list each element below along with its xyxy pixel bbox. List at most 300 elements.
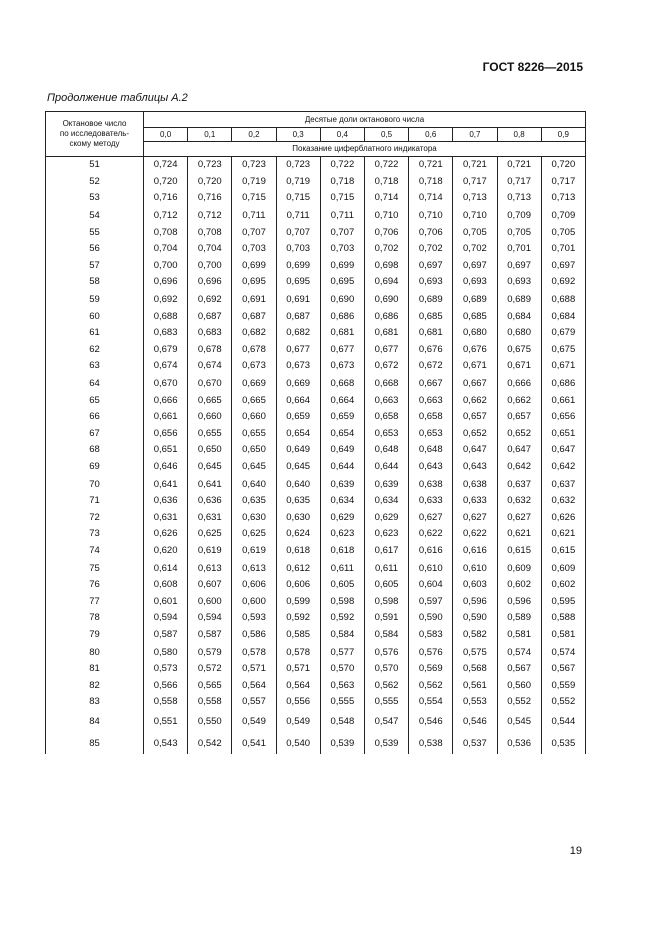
dial-reading-cell: 0,607 bbox=[188, 577, 232, 594]
dial-reading-cell: 0,600 bbox=[232, 593, 276, 610]
dial-reading-cell: 0,695 bbox=[276, 274, 320, 291]
dial-reading-cell: 0,665 bbox=[188, 392, 232, 409]
dial-reading-cell: 0,595 bbox=[541, 593, 585, 610]
dial-reading-cell: 0,549 bbox=[276, 711, 320, 734]
octane-number-cell: 51 bbox=[46, 157, 144, 174]
dial-reading-cell: 0,687 bbox=[276, 308, 320, 325]
dial-reading-cell: 0,585 bbox=[276, 627, 320, 645]
dial-reading-cell: 0,645 bbox=[276, 459, 320, 477]
dial-reading-cell: 0,655 bbox=[188, 426, 232, 443]
dial-reading-cell: 0,567 bbox=[497, 661, 541, 678]
dial-reading-cell: 0,645 bbox=[188, 459, 232, 477]
dial-reading-cell: 0,578 bbox=[276, 644, 320, 661]
dial-reading-cell: 0,608 bbox=[144, 577, 188, 594]
dial-reading-cell: 0,651 bbox=[144, 442, 188, 459]
dial-reading-cell: 0,719 bbox=[232, 174, 276, 191]
table-row bbox=[46, 593, 586, 610]
dial-reading-cell: 0,667 bbox=[453, 375, 497, 393]
dial-reading-cell: 0,666 bbox=[497, 375, 541, 393]
dial-reading-cell: 0,711 bbox=[276, 207, 320, 225]
dial-reading-cell: 0,619 bbox=[188, 543, 232, 561]
dial-reading-cell: 0,593 bbox=[232, 610, 276, 627]
dial-reading-cell: 0,636 bbox=[144, 493, 188, 510]
dial-reading-cell: 0,594 bbox=[144, 610, 188, 627]
dial-reading-cell: 0,624 bbox=[276, 526, 320, 543]
dial-reading-cell: 0,569 bbox=[409, 661, 453, 678]
dial-reading-cell: 0,611 bbox=[364, 560, 408, 577]
dial-reading-cell: 0,677 bbox=[364, 342, 408, 359]
dial-reading-cell: 0,576 bbox=[409, 644, 453, 661]
dial-reading-cell: 0,588 bbox=[541, 610, 585, 627]
dial-reading-cell: 0,640 bbox=[232, 476, 276, 493]
col-header: 0,8 bbox=[497, 128, 541, 142]
dial-reading-cell: 0,627 bbox=[453, 509, 497, 526]
dial-reading-cell: 0,694 bbox=[364, 274, 408, 291]
dial-reading-cell: 0,649 bbox=[276, 442, 320, 459]
dial-reading-cell: 0,658 bbox=[364, 409, 408, 426]
dial-reading-cell: 0,722 bbox=[320, 157, 364, 174]
dial-reading-cell: 0,626 bbox=[541, 509, 585, 526]
dial-reading-cell: 0,664 bbox=[276, 392, 320, 409]
dial-reading-cell: 0,713 bbox=[453, 190, 497, 207]
dial-reading-cell: 0,638 bbox=[453, 476, 497, 493]
octane-number-cell: 68 bbox=[46, 442, 144, 459]
dial-reading-cell: 0,570 bbox=[364, 661, 408, 678]
dial-reading-cell: 0,625 bbox=[232, 526, 276, 543]
dial-reading-cell: 0,535 bbox=[541, 734, 585, 754]
table-row bbox=[46, 392, 586, 409]
dial-reading-cell: 0,559 bbox=[541, 677, 585, 694]
dial-reading-cell: 0,697 bbox=[409, 258, 453, 275]
octane-number-cell: 78 bbox=[46, 610, 144, 627]
dial-reading-cell: 0,659 bbox=[276, 409, 320, 426]
dial-reading-cell: 0,575 bbox=[453, 644, 497, 661]
dial-reading-cell: 0,668 bbox=[320, 375, 364, 393]
dial-reading-cell: 0,718 bbox=[320, 174, 364, 191]
octane-number-cell: 75 bbox=[46, 560, 144, 577]
dial-reading-cell: 0,564 bbox=[276, 677, 320, 694]
dial-reading-cell: 0,545 bbox=[497, 711, 541, 734]
dial-reading-cell: 0,625 bbox=[188, 526, 232, 543]
table-row bbox=[46, 526, 586, 543]
dial-reading-cell: 0,663 bbox=[409, 392, 453, 409]
octane-number-cell: 67 bbox=[46, 426, 144, 443]
dial-reading-cell: 0,609 bbox=[541, 560, 585, 577]
dial-reading-cell: 0,703 bbox=[232, 241, 276, 258]
octane-number-cell: 79 bbox=[46, 627, 144, 645]
dial-reading-cell: 0,635 bbox=[232, 493, 276, 510]
octane-number-cell: 55 bbox=[46, 224, 144, 241]
table-row bbox=[46, 509, 586, 526]
dial-reading-cell: 0,672 bbox=[364, 358, 408, 375]
dial-reading-cell: 0,662 bbox=[453, 392, 497, 409]
dial-reading-cell: 0,631 bbox=[188, 509, 232, 526]
table-row bbox=[46, 677, 586, 694]
dial-reading-cell: 0,722 bbox=[364, 157, 408, 174]
dial-reading-cell: 0,598 bbox=[364, 593, 408, 610]
dial-reading-cell: 0,710 bbox=[364, 207, 408, 225]
dial-reading-cell: 0,546 bbox=[453, 711, 497, 734]
dial-reading-cell: 0,707 bbox=[232, 224, 276, 241]
col-header: 0,4 bbox=[320, 128, 364, 142]
table-row bbox=[46, 274, 586, 291]
dial-reading-cell: 0,623 bbox=[364, 526, 408, 543]
dial-reading-cell: 0,630 bbox=[232, 509, 276, 526]
dial-reading-cell: 0,712 bbox=[188, 207, 232, 225]
dial-reading-cell: 0,584 bbox=[364, 627, 408, 645]
dial-reading-cell: 0,541 bbox=[232, 734, 276, 754]
dial-reading-cell: 0,697 bbox=[453, 258, 497, 275]
dial-reading-cell: 0,693 bbox=[409, 274, 453, 291]
dial-reading-cell: 0,609 bbox=[497, 560, 541, 577]
dial-reading-cell: 0,613 bbox=[188, 560, 232, 577]
dial-reading-cell: 0,688 bbox=[144, 308, 188, 325]
dial-reading-cell: 0,641 bbox=[144, 476, 188, 493]
dial-reading-cell: 0,673 bbox=[232, 358, 276, 375]
dial-reading-cell: 0,660 bbox=[188, 409, 232, 426]
dial-reading-cell: 0,716 bbox=[144, 190, 188, 207]
table-row bbox=[46, 442, 586, 459]
dial-reading-cell: 0,695 bbox=[320, 274, 364, 291]
dial-reading-cell: 0,723 bbox=[232, 157, 276, 174]
octane-number-cell: 53 bbox=[46, 190, 144, 207]
dial-reading-cell: 0,698 bbox=[364, 258, 408, 275]
table-row bbox=[46, 694, 586, 711]
dial-reading-cell: 0,591 bbox=[364, 610, 408, 627]
dial-reading-cell: 0,718 bbox=[409, 174, 453, 191]
dial-reading-cell: 0,724 bbox=[144, 157, 188, 174]
dial-reading-cell: 0,720 bbox=[541, 157, 585, 174]
dial-reading-cell: 0,684 bbox=[541, 308, 585, 325]
dial-reading-cell: 0,682 bbox=[276, 325, 320, 342]
table-row bbox=[46, 543, 586, 561]
dial-reading-cell: 0,674 bbox=[144, 358, 188, 375]
dial-reading-cell: 0,705 bbox=[497, 224, 541, 241]
octane-number-cell: 54 bbox=[46, 207, 144, 225]
dial-reading-cell: 0,708 bbox=[188, 224, 232, 241]
dial-reading-cell: 0,689 bbox=[497, 291, 541, 309]
dial-reading-cell: 0,671 bbox=[497, 358, 541, 375]
octane-number-cell: 81 bbox=[46, 661, 144, 678]
dial-reading-cell: 0,610 bbox=[409, 560, 453, 577]
dial-reading-cell: 0,705 bbox=[453, 224, 497, 241]
dial-reading-cell: 0,546 bbox=[409, 711, 453, 734]
octane-number-cell: 66 bbox=[46, 409, 144, 426]
dial-reading-cell: 0,656 bbox=[541, 409, 585, 426]
dial-reading-cell: 0,590 bbox=[409, 610, 453, 627]
dial-reading-cell: 0,633 bbox=[409, 493, 453, 510]
octane-number-cell: 82 bbox=[46, 677, 144, 694]
dial-reading-cell: 0,589 bbox=[497, 610, 541, 627]
dial-reading-cell: 0,552 bbox=[497, 694, 541, 711]
dial-reading-cell: 0,653 bbox=[364, 426, 408, 443]
dial-reading-cell: 0,674 bbox=[188, 358, 232, 375]
dial-reading-cell: 0,618 bbox=[320, 543, 364, 561]
octane-number-cell: 65 bbox=[46, 392, 144, 409]
dial-reading-cell: 0,665 bbox=[232, 392, 276, 409]
dial-reading-cell: 0,635 bbox=[276, 493, 320, 510]
dial-reading-cell: 0,550 bbox=[188, 711, 232, 734]
dial-reading-cell: 0,710 bbox=[453, 207, 497, 225]
dial-reading-cell: 0,689 bbox=[409, 291, 453, 309]
dial-reading-cell: 0,693 bbox=[497, 274, 541, 291]
dial-reading-cell: 0,618 bbox=[276, 543, 320, 561]
dial-reading-cell: 0,673 bbox=[320, 358, 364, 375]
octane-number-cell: 76 bbox=[46, 577, 144, 594]
dial-reading-cell: 0,669 bbox=[232, 375, 276, 393]
dial-reading-cell: 0,680 bbox=[453, 325, 497, 342]
dial-reading-cell: 0,654 bbox=[320, 426, 364, 443]
header-octane-number: Октановое число по исследователь- скому методу bbox=[46, 112, 144, 157]
table-row bbox=[46, 291, 586, 309]
table-row bbox=[46, 358, 586, 375]
dial-reading-cell: 0,564 bbox=[232, 677, 276, 694]
dial-reading-cell: 0,702 bbox=[364, 241, 408, 258]
dial-reading-cell: 0,581 bbox=[497, 627, 541, 645]
col-header: 0,2 bbox=[232, 128, 276, 142]
dial-reading-cell: 0,688 bbox=[541, 291, 585, 309]
table-row bbox=[46, 661, 586, 678]
table-row bbox=[46, 342, 586, 359]
octane-number-cell: 70 bbox=[46, 476, 144, 493]
dial-reading-cell: 0,622 bbox=[409, 526, 453, 543]
dial-reading-cell: 0,548 bbox=[320, 711, 364, 734]
dial-reading-cell: 0,701 bbox=[497, 241, 541, 258]
dial-reading-cell: 0,551 bbox=[144, 711, 188, 734]
dial-reading-cell: 0,660 bbox=[232, 409, 276, 426]
dial-reading-cell: 0,602 bbox=[497, 577, 541, 594]
dial-reading-cell: 0,691 bbox=[232, 291, 276, 309]
dial-reading-cell: 0,630 bbox=[276, 509, 320, 526]
octane-number-cell: 85 bbox=[46, 734, 144, 754]
dial-reading-cell: 0,699 bbox=[276, 258, 320, 275]
dial-reading-cell: 0,610 bbox=[453, 560, 497, 577]
dial-reading-cell: 0,702 bbox=[453, 241, 497, 258]
dial-reading-cell: 0,540 bbox=[276, 734, 320, 754]
dial-reading-cell: 0,622 bbox=[453, 526, 497, 543]
dial-reading-cell: 0,651 bbox=[541, 426, 585, 443]
dial-reading-cell: 0,646 bbox=[144, 459, 188, 477]
dial-reading-cell: 0,657 bbox=[453, 409, 497, 426]
dial-reading-cell: 0,544 bbox=[541, 711, 585, 734]
table-body bbox=[46, 157, 586, 754]
dial-reading-cell: 0,596 bbox=[453, 593, 497, 610]
table-row bbox=[46, 627, 586, 645]
dial-reading-cell: 0,645 bbox=[232, 459, 276, 477]
dial-reading-cell: 0,579 bbox=[188, 644, 232, 661]
dial-reading-cell: 0,687 bbox=[232, 308, 276, 325]
dial-reading-cell: 0,659 bbox=[320, 409, 364, 426]
dial-reading-cell: 0,634 bbox=[320, 493, 364, 510]
dial-reading-cell: 0,667 bbox=[409, 375, 453, 393]
dial-reading-cell: 0,581 bbox=[541, 627, 585, 645]
dial-reading-cell: 0,677 bbox=[276, 342, 320, 359]
table-row bbox=[46, 644, 586, 661]
dial-reading-cell: 0,684 bbox=[497, 308, 541, 325]
dial-reading-cell: 0,605 bbox=[320, 577, 364, 594]
table-caption: Продолжение таблицы А.2 bbox=[47, 92, 188, 104]
dial-reading-cell: 0,653 bbox=[409, 426, 453, 443]
dial-reading-cell: 0,676 bbox=[453, 342, 497, 359]
dial-reading-cell: 0,638 bbox=[409, 476, 453, 493]
dial-reading-cell: 0,699 bbox=[232, 258, 276, 275]
dial-reading-cell: 0,647 bbox=[541, 442, 585, 459]
dial-reading-cell: 0,687 bbox=[188, 308, 232, 325]
col-header: 0,0 bbox=[144, 128, 188, 142]
dial-reading-cell: 0,568 bbox=[453, 661, 497, 678]
dial-reading-cell: 0,681 bbox=[320, 325, 364, 342]
dial-reading-cell: 0,567 bbox=[541, 661, 585, 678]
octane-number-cell: 77 bbox=[46, 593, 144, 610]
dial-reading-cell: 0,712 bbox=[144, 207, 188, 225]
dial-reading-cell: 0,571 bbox=[232, 661, 276, 678]
dial-reading-cell: 0,652 bbox=[497, 426, 541, 443]
dial-reading-cell: 0,703 bbox=[276, 241, 320, 258]
dial-reading-cell: 0,654 bbox=[276, 426, 320, 443]
dial-reading-cell: 0,639 bbox=[364, 476, 408, 493]
dial-reading-cell: 0,562 bbox=[364, 677, 408, 694]
dial-reading-cell: 0,695 bbox=[232, 274, 276, 291]
dial-reading-cell: 0,621 bbox=[541, 526, 585, 543]
dial-reading-cell: 0,615 bbox=[541, 543, 585, 561]
table-row bbox=[46, 174, 586, 191]
dial-reading-cell: 0,640 bbox=[276, 476, 320, 493]
dial-reading-cell: 0,538 bbox=[409, 734, 453, 754]
dial-reading-cell: 0,692 bbox=[541, 274, 585, 291]
header-dial-reading: Показание циферблатного индикатора bbox=[144, 142, 586, 157]
dial-reading-cell: 0,576 bbox=[364, 644, 408, 661]
dial-reading-cell: 0,655 bbox=[232, 426, 276, 443]
dial-reading-cell: 0,697 bbox=[497, 258, 541, 275]
dial-reading-cell: 0,574 bbox=[497, 644, 541, 661]
dial-reading-cell: 0,669 bbox=[276, 375, 320, 393]
dial-reading-cell: 0,671 bbox=[541, 358, 585, 375]
octane-number-cell: 83 bbox=[46, 694, 144, 711]
dial-reading-cell: 0,714 bbox=[409, 190, 453, 207]
dial-reading-cell: 0,720 bbox=[144, 174, 188, 191]
dial-reading-cell: 0,657 bbox=[497, 409, 541, 426]
dial-reading-cell: 0,650 bbox=[188, 442, 232, 459]
dial-reading-cell: 0,714 bbox=[364, 190, 408, 207]
table-row bbox=[46, 577, 586, 594]
dial-reading-cell: 0,570 bbox=[320, 661, 364, 678]
dial-reading-cell: 0,647 bbox=[497, 442, 541, 459]
dial-reading-cell: 0,620 bbox=[144, 543, 188, 561]
dial-reading-cell: 0,709 bbox=[497, 207, 541, 225]
dial-reading-cell: 0,547 bbox=[364, 711, 408, 734]
octane-number-cell: 52 bbox=[46, 174, 144, 191]
dial-reading-cell: 0,629 bbox=[320, 509, 364, 526]
dial-reading-cell: 0,539 bbox=[320, 734, 364, 754]
dial-reading-cell: 0,652 bbox=[453, 426, 497, 443]
dial-reading-cell: 0,656 bbox=[144, 426, 188, 443]
dial-reading-cell: 0,612 bbox=[276, 560, 320, 577]
dial-reading-cell: 0,619 bbox=[232, 543, 276, 561]
dial-reading-cell: 0,664 bbox=[320, 392, 364, 409]
dial-reading-cell: 0,648 bbox=[409, 442, 453, 459]
dial-reading-cell: 0,702 bbox=[409, 241, 453, 258]
dial-reading-cell: 0,604 bbox=[409, 577, 453, 594]
dial-reading-cell: 0,597 bbox=[409, 593, 453, 610]
dial-reading-cell: 0,543 bbox=[144, 734, 188, 754]
table-row bbox=[46, 426, 586, 443]
dial-reading-cell: 0,668 bbox=[364, 375, 408, 393]
octane-table bbox=[45, 111, 586, 754]
dial-reading-cell: 0,721 bbox=[453, 157, 497, 174]
dial-reading-cell: 0,700 bbox=[188, 258, 232, 275]
dial-reading-cell: 0,596 bbox=[497, 593, 541, 610]
dial-reading-cell: 0,637 bbox=[497, 476, 541, 493]
dial-reading-cell: 0,691 bbox=[276, 291, 320, 309]
octane-number-cell: 74 bbox=[46, 543, 144, 561]
dial-reading-cell: 0,690 bbox=[320, 291, 364, 309]
dial-reading-cell: 0,606 bbox=[232, 577, 276, 594]
dial-reading-cell: 0,539 bbox=[364, 734, 408, 754]
table-row bbox=[46, 224, 586, 241]
dial-reading-cell: 0,723 bbox=[188, 157, 232, 174]
table-row bbox=[46, 190, 586, 207]
dial-reading-cell: 0,574 bbox=[541, 644, 585, 661]
dial-reading-cell: 0,720 bbox=[188, 174, 232, 191]
dial-reading-cell: 0,700 bbox=[144, 258, 188, 275]
dial-reading-cell: 0,636 bbox=[188, 493, 232, 510]
dial-reading-cell: 0,647 bbox=[453, 442, 497, 459]
dial-reading-cell: 0,658 bbox=[409, 409, 453, 426]
dial-reading-cell: 0,558 bbox=[144, 694, 188, 711]
dial-reading-cell: 0,555 bbox=[364, 694, 408, 711]
dial-reading-cell: 0,600 bbox=[188, 593, 232, 610]
octane-number-cell: 62 bbox=[46, 342, 144, 359]
octane-number-cell: 56 bbox=[46, 241, 144, 258]
dial-reading-cell: 0,704 bbox=[144, 241, 188, 258]
dial-reading-cell: 0,661 bbox=[144, 409, 188, 426]
dial-reading-cell: 0,675 bbox=[497, 342, 541, 359]
dial-reading-cell: 0,686 bbox=[320, 308, 364, 325]
dial-reading-cell: 0,553 bbox=[453, 694, 497, 711]
table-row bbox=[46, 610, 586, 627]
octane-number-cell: 60 bbox=[46, 308, 144, 325]
dial-reading-cell: 0,713 bbox=[497, 190, 541, 207]
octane-number-cell: 72 bbox=[46, 509, 144, 526]
table-row bbox=[46, 308, 586, 325]
dial-reading-cell: 0,644 bbox=[364, 459, 408, 477]
dial-reading-cell: 0,627 bbox=[409, 509, 453, 526]
dial-reading-cell: 0,643 bbox=[453, 459, 497, 477]
octane-number-cell: 59 bbox=[46, 291, 144, 309]
dial-reading-cell: 0,641 bbox=[188, 476, 232, 493]
dial-reading-cell: 0,616 bbox=[453, 543, 497, 561]
dial-reading-cell: 0,675 bbox=[541, 342, 585, 359]
dial-reading-cell: 0,587 bbox=[188, 627, 232, 645]
dial-reading-cell: 0,697 bbox=[541, 258, 585, 275]
dial-reading-cell: 0,605 bbox=[364, 577, 408, 594]
dial-reading-cell: 0,716 bbox=[188, 190, 232, 207]
dial-reading-cell: 0,601 bbox=[144, 593, 188, 610]
col-header: 0,5 bbox=[364, 128, 408, 142]
dial-reading-cell: 0,615 bbox=[497, 543, 541, 561]
dial-reading-cell: 0,717 bbox=[453, 174, 497, 191]
dial-reading-cell: 0,555 bbox=[320, 694, 364, 711]
dial-reading-cell: 0,715 bbox=[276, 190, 320, 207]
dial-reading-cell: 0,663 bbox=[364, 392, 408, 409]
table-row bbox=[46, 560, 586, 577]
dial-reading-cell: 0,572 bbox=[188, 661, 232, 678]
dial-reading-cell: 0,603 bbox=[453, 577, 497, 594]
col-header: 0,6 bbox=[409, 128, 453, 142]
dial-reading-cell: 0,715 bbox=[232, 190, 276, 207]
dial-reading-cell: 0,558 bbox=[188, 694, 232, 711]
dial-reading-cell: 0,592 bbox=[276, 610, 320, 627]
